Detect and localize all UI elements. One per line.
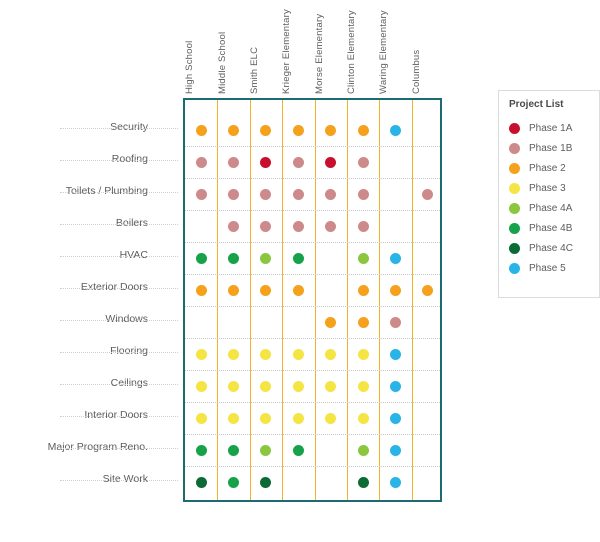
row-label-security: Security xyxy=(110,121,148,133)
cell-dot xyxy=(390,413,401,424)
cell-dot xyxy=(325,349,336,360)
label-leader xyxy=(60,128,178,129)
row-label-windows: Windows xyxy=(105,313,148,325)
cell-dot xyxy=(390,381,401,392)
row-divider xyxy=(185,146,440,147)
cell-dot xyxy=(390,445,401,456)
cell-dot xyxy=(196,157,207,168)
cell-dot xyxy=(228,125,239,136)
legend-swatch-icon xyxy=(509,123,520,134)
cell-dot xyxy=(293,125,304,136)
cell-dot xyxy=(196,285,207,296)
cell-dot xyxy=(358,413,369,424)
column-divider xyxy=(282,100,283,500)
cell-dot xyxy=(196,189,207,200)
cell-dot xyxy=(293,413,304,424)
cell-dot xyxy=(325,189,336,200)
legend-item-phase-5[interactable] xyxy=(509,258,599,278)
row-divider xyxy=(185,306,440,307)
cell-dot xyxy=(196,445,207,456)
cell-dot xyxy=(228,477,239,488)
label-leader xyxy=(60,320,178,321)
cell-dot xyxy=(228,349,239,360)
cell-dot xyxy=(293,285,304,296)
legend-label: Phase 4A xyxy=(529,202,573,214)
legend-item-phase-1a[interactable] xyxy=(509,118,599,138)
row-label-site-work: Site Work xyxy=(102,473,148,485)
matrix-grid xyxy=(183,98,442,502)
cell-dot xyxy=(293,189,304,200)
cell-dot xyxy=(196,413,207,424)
legend-item-phase-3[interactable] xyxy=(509,178,599,198)
row-label-toilets-plumbing: Toilets / Plumbing xyxy=(65,185,148,197)
cell-dot xyxy=(260,445,271,456)
column-divider xyxy=(379,100,380,500)
cell-dot xyxy=(390,477,401,488)
cell-dot xyxy=(228,445,239,456)
cell-dot xyxy=(196,349,207,360)
legend-item-phase-4b[interactable] xyxy=(509,218,599,238)
legend-item-phase-4a[interactable] xyxy=(509,198,599,218)
label-leader xyxy=(60,384,178,385)
cell-dot xyxy=(260,285,271,296)
cell-dot xyxy=(390,349,401,360)
cell-dot xyxy=(260,125,271,136)
row-divider xyxy=(185,434,440,435)
row-label-roofing: Roofing xyxy=(111,153,148,165)
column-divider xyxy=(250,100,251,500)
cell-dot xyxy=(260,381,271,392)
column-divider xyxy=(347,100,348,500)
cell-dot xyxy=(358,253,369,264)
legend-item-list xyxy=(509,118,599,278)
row-divider xyxy=(185,466,440,467)
cell-dot xyxy=(228,253,239,264)
label-leader xyxy=(60,416,178,417)
legend-panel xyxy=(498,90,600,298)
cell-dot xyxy=(325,157,336,168)
column-header-smith-elc: Smith ELC xyxy=(248,46,260,94)
legend-swatch-icon xyxy=(509,263,520,274)
legend-item-phase-1b[interactable] xyxy=(509,138,599,158)
column-header-columbus: Columbus xyxy=(410,49,422,94)
column-header-high-school: High School xyxy=(184,40,196,94)
cell-dot xyxy=(260,477,271,488)
label-leader xyxy=(60,448,178,449)
cell-dot xyxy=(196,253,207,264)
label-leader xyxy=(60,192,178,193)
cell-dot xyxy=(260,253,271,264)
row-label-exterior-doors: Exterior Doors xyxy=(80,281,148,293)
cell-dot xyxy=(196,381,207,392)
label-leader xyxy=(60,480,178,481)
cell-dot xyxy=(293,221,304,232)
legend-swatch-icon xyxy=(509,203,520,214)
cell-dot xyxy=(260,349,271,360)
cell-dot xyxy=(228,285,239,296)
label-leader xyxy=(60,288,178,289)
cell-dot xyxy=(358,157,369,168)
legend-item-phase-2[interactable] xyxy=(509,158,599,178)
cell-dot xyxy=(390,285,401,296)
row-label-boilers: Boilers xyxy=(115,217,148,229)
column-header-waring-elementary: Waring Elementary xyxy=(378,10,390,94)
row-divider xyxy=(185,178,440,179)
row-label-interior-doors: Interior Doors xyxy=(84,409,148,421)
row-label-hvac: HVAC xyxy=(119,249,148,261)
row-divider xyxy=(185,242,440,243)
cell-dot xyxy=(260,157,271,168)
cell-dot xyxy=(260,221,271,232)
row-divider xyxy=(185,370,440,371)
legend-title: Project List xyxy=(509,99,564,110)
cell-dot xyxy=(358,317,369,328)
row-divider xyxy=(185,402,440,403)
column-divider xyxy=(412,100,413,500)
cell-dot xyxy=(228,189,239,200)
legend-swatch-icon xyxy=(509,163,520,174)
column-header-clinton-elementary: Clinton Elementary xyxy=(346,10,358,94)
row-label-flooring: Flooring xyxy=(110,345,148,357)
cell-dot xyxy=(293,445,304,456)
cell-dot xyxy=(293,253,304,264)
legend-label: Phase 5 xyxy=(529,262,566,274)
cell-dot xyxy=(358,285,369,296)
cell-dot xyxy=(390,253,401,264)
row-divider xyxy=(185,338,440,339)
legend-swatch-icon xyxy=(509,243,520,254)
cell-dot xyxy=(390,125,401,136)
cell-dot xyxy=(293,349,304,360)
cell-dot xyxy=(358,189,369,200)
cell-dot xyxy=(422,285,433,296)
legend-swatch-icon xyxy=(509,143,520,154)
cell-dot xyxy=(422,189,433,200)
label-leader xyxy=(60,352,178,353)
cell-dot xyxy=(260,413,271,424)
cell-dot xyxy=(228,413,239,424)
cell-dot xyxy=(358,125,369,136)
cell-dot xyxy=(293,381,304,392)
column-divider xyxy=(217,100,218,500)
row-divider xyxy=(185,274,440,275)
cell-dot xyxy=(325,125,336,136)
row-label-ceilings: Ceilings xyxy=(110,377,148,389)
cell-dot xyxy=(228,157,239,168)
column-header-morse-elementary: Morse Elementary xyxy=(313,13,325,94)
cell-dot xyxy=(358,381,369,392)
row-divider xyxy=(185,210,440,211)
label-leader xyxy=(60,256,178,257)
column-divider xyxy=(315,100,316,500)
cell-dot xyxy=(260,189,271,200)
cell-dot xyxy=(196,477,207,488)
cell-dot xyxy=(293,157,304,168)
cell-dot xyxy=(358,477,369,488)
cell-dot xyxy=(325,221,336,232)
legend-label: Phase 1B xyxy=(529,142,573,154)
label-leader xyxy=(60,224,178,225)
legend-label: Phase 4C xyxy=(529,242,573,254)
legend-item-phase-4c[interactable] xyxy=(509,238,599,258)
row-label-major-program-reno-: Major Program Reno. xyxy=(47,441,148,453)
legend-label: Phase 2 xyxy=(529,162,566,174)
column-header-group xyxy=(180,0,450,98)
cell-dot xyxy=(228,221,239,232)
legend-swatch-icon xyxy=(509,183,520,194)
legend-swatch-icon xyxy=(509,223,520,234)
cell-dot xyxy=(228,381,239,392)
cell-dot xyxy=(325,317,336,328)
label-leader xyxy=(60,160,178,161)
cell-dot xyxy=(358,349,369,360)
cell-dot xyxy=(325,413,336,424)
cell-dot xyxy=(358,445,369,456)
cell-dot xyxy=(325,381,336,392)
cell-dot xyxy=(358,221,369,232)
cell-dot xyxy=(196,125,207,136)
cell-dot xyxy=(390,317,401,328)
legend-label: Phase 1A xyxy=(529,122,573,134)
legend-label: Phase 3 xyxy=(529,182,566,194)
column-header-middle-school: Middle School xyxy=(216,31,228,94)
column-header-krieger-elementary: Krieger Elementary xyxy=(281,9,293,94)
legend-label: Phase 4B xyxy=(529,222,573,234)
